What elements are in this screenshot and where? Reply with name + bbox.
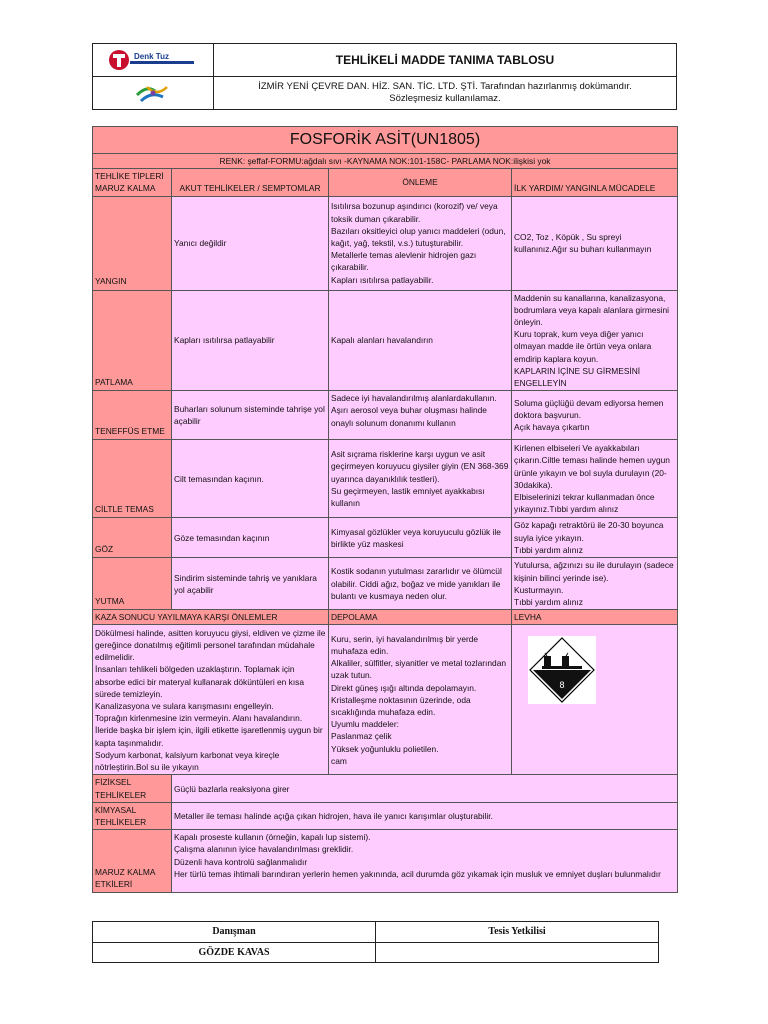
- yeni-cevre-logo: [93, 77, 213, 109]
- cell-acute: Yanıcı değildir: [172, 196, 329, 290]
- row-label-exposure: MARUZ KALMA ETKİLERİ: [93, 830, 172, 893]
- cell-first-aid: CO2, Toz , Köpük , Su spreyi kullanınız.Ağır su buharı kullanmayın: [512, 196, 678, 290]
- row-label-explosion: PATLAMA: [93, 290, 172, 391]
- header-subtitle: İZMİR YENİ ÇEVRE DAN. HİZ. SAN. TİC. LTD. ŞTİ. Tarafından hazırlanmış dokümandır. Sözleşmesiz kullanılamaz.: [258, 81, 632, 104]
- consultant-name: GÖZDE KAVAS: [93, 942, 376, 963]
- table-row: [93, 558, 678, 610]
- col-header-prevention: ÖNLEME: [329, 169, 512, 196]
- row-label-chemical: KİMYASAL TEHLİKELER: [93, 802, 172, 829]
- cell-acute: Kapları ısıtılırsa patlayabilir: [172, 290, 329, 391]
- consultant-header: Danışman: [93, 922, 376, 943]
- cell-hazard-sign: [512, 625, 678, 775]
- cell-acute: Göze temasından kaçının: [172, 518, 329, 558]
- cell-first-aid: Yutulursa, ağzınızı su ile durulayın (sadece kişinin bilinci yerinde ise). Kusturmayın. Tıbbi yardım alınız: [512, 558, 678, 610]
- cell-prevention: Kostik sodanın yutulması zararlıdır ve ölümcül olabilir. Ciddi ağız, boğaz ve mide yanıkları ile bulantı ve kusmaya neden olur.: [329, 558, 512, 610]
- cell-physical-hazards: Güçlü bazlarla reaksiyona girer: [172, 775, 678, 802]
- cell-exposure-effects: Kapalı proseste kullanın (örneğin, kapalı lup sistemi). Çalışma alanının iyice havalandırılması greklidir. Düzenli hava kontrolü sağlanmalıdır Her türlü temas ihtimali barındıran yerlerin hemen yakınında, acil durumda göz yıkamak için musluk ve emniyet duşları bulunmalıdır: [172, 830, 678, 893]
- section-header-spill: KAZA SONUCU YAYILMAYA KARŞI ÖNLEMLER: [93, 610, 329, 625]
- col-header-first-aid: İLK YARDIM/ YANGINLA MÜCADELE: [512, 169, 678, 196]
- row-label-eye: GÖZ: [93, 518, 172, 558]
- signature-table: [92, 921, 659, 963]
- cell-storage: Kuru, serin, iyi havalandırılmış bir yerde muhafaza edin. Alkaliler, sülfitler, siyanitler ve metal tozlarından uzak tutun. Direkt güneş ışığı altında depolamayın. Kristalleşme noktasının üzerinde, oda sıcaklığında muhafaza edin. Uyumlu maddeler: Paslanmaz çelik Yüksek yoğunluklu polietilen. cam: [329, 625, 512, 775]
- cell-first-aid: Göz kapağı retraktörü ile 20-30 boyunca suyla iyice yıkayın. Tıbbi yardım alınız: [512, 518, 678, 558]
- facility-officer-name: [376, 942, 659, 963]
- section-header-storage: DEPOLAMA: [329, 610, 512, 625]
- cell-prevention: Kapalı alanları havalandırın: [329, 290, 512, 391]
- row-label-inhalation: TENEFFÜS ETME: [93, 391, 172, 440]
- table-row: [93, 518, 678, 558]
- row-label-physical: FİZİKSEL TEHLİKELER: [93, 775, 172, 802]
- table-row: [93, 440, 678, 518]
- logo-text: Denk Tuz: [134, 52, 169, 61]
- hazard-class-number: 8: [559, 680, 565, 691]
- page-title: TEHLİKELİ MADDE TANIMA TABLOSU: [214, 44, 676, 77]
- table-row: [93, 830, 678, 893]
- cell-acute: Cilt temasından kaçının.: [172, 440, 329, 518]
- table-row: [93, 391, 678, 440]
- cell-prevention: Sadece iyi havalandırılmış alanlardakullanın. Aşırı aerosol veya buhar oluşması halinde onaylı solunum donanımı kullanın: [329, 391, 512, 440]
- header-text-cell: [214, 44, 677, 110]
- cell-prevention: Isıtılırsa bozunup aşındırıcı (korozif) ve/ veya toksik duman çıkarabilir. Bazıları oksitleyici olup yanıcı maddeleri (odun, kağıt, yağ, tekstil, v.s.) tutuşturabilir. Metallerle temas alevlenir hidrojen gazı çıkarabilir. Kapları ısıtılırsa patlayabilir.: [329, 196, 512, 290]
- table-row: [93, 802, 678, 829]
- properties-line: RENK: şeffaf-FORMU:ağdalı sıvı -KAYNAMA NOK:101-158C- PARLAMA NOK:ilişkisi yok: [93, 154, 678, 169]
- cell-first-aid: Maddenin su kanallarına, kanalizasyona, bodrumlara veya kapalı alanlara girmesini önleyin. Kuru toprak, kum veya diğer yanıcı olmayan madde ile örtün veya onlara emdirip kaplara koyun. KAPLARIN İÇİNE SU GİRMESİNİ ENGELLEYİN: [512, 290, 678, 391]
- header-table: [92, 43, 677, 110]
- hazard-table: [92, 126, 678, 893]
- cell-acute: Buharları solunum sisteminde tahrişe yol açabilir: [172, 391, 329, 440]
- table-row: [93, 625, 678, 775]
- facility-officer-header: Tesis Yetkilisi: [376, 922, 659, 943]
- cell-first-aid: Kirlenen elbiseleri Ve ayakkabıları çıkarın.Ciltle teması halinde hemen uygun ürünle yıkayın ve bol suyla durulayın (20-30dakika). Elbiselerinizi tekrar kullanmadan önce yıkayınız.Tıbbi yardım alınız: [512, 440, 678, 518]
- cell-spill-measures: Dökülmesi halinde, asitten koruyucu giysi, eldiven ve çizme ile gereğince donatılmış eğitimli personel tarafından müdahale edilmelidir. İnsanları tehlikeli bölgeden uzaklaştırın. Toplamak için absorbe edici bir materyal kullanarak döküntüleri en kısa sürede temizleyin. Kanalizasyona ve sulara karışmasını engelleyin. Toprağın kirlenmesine izin vermeyin. Alanı havalandırın. İleride başka bir işlem için, ilgili etikette işaretlenmiş uygun bir kapta taşınmalıdır. Sodyum karbonat, kalsiyum karbonat veya kireçle nötrleştirin.Bol su ile yıkayın: [93, 625, 329, 775]
- cell-first-aid: Soluma güçlüğü devam ediyorsa hemen doktora başvurun. Açık havaya çıkartın: [512, 391, 678, 440]
- row-label-skin-contact: CİLTLE TEMAS: [93, 440, 172, 518]
- corrosive-hazard-diamond-icon: [514, 626, 675, 707]
- table-row: [93, 775, 678, 802]
- cell-prevention: Asit sıçrama risklerine karşı uygun ve asit geçirmeyen koruyucu giysiler giyin (EN 368-369 uyarınca dayanıklılık testleri). Su geçirmeyen, lastik emniyet ayakkabısı kullanın: [329, 440, 512, 518]
- col-header-hazard-types: TEHLİKE TİPLERİ MARUZ KALMA: [93, 169, 172, 196]
- section-header-sign: LEVHA: [512, 610, 678, 625]
- cell-prevention: Kimyasal gözlükler veya koruyuculu gözlük ile birlikte yüz maskesi: [329, 518, 512, 558]
- col-header-acute: AKUT TEHLİKELER / SEMPTOMLAR: [172, 169, 329, 196]
- logo-cell: [93, 44, 214, 110]
- table-row: [93, 290, 678, 391]
- row-label-fire: YANGIN: [93, 196, 172, 290]
- cell-acute: Sindirim sisteminde tahriş ve yanıklara yol açabilir: [172, 558, 329, 610]
- cell-chemical-hazards: Metaller ile teması halinde açığa çıkan hidrojen, hava ile yanıcı karışımlar oluşturabilir.: [172, 802, 678, 829]
- table-row: [93, 196, 678, 290]
- row-label-ingestion: YUTMA: [93, 558, 172, 610]
- substance-title: FOSFORİK ASİT(UN1805): [93, 127, 678, 154]
- denk-tuz-logo: [93, 44, 213, 77]
